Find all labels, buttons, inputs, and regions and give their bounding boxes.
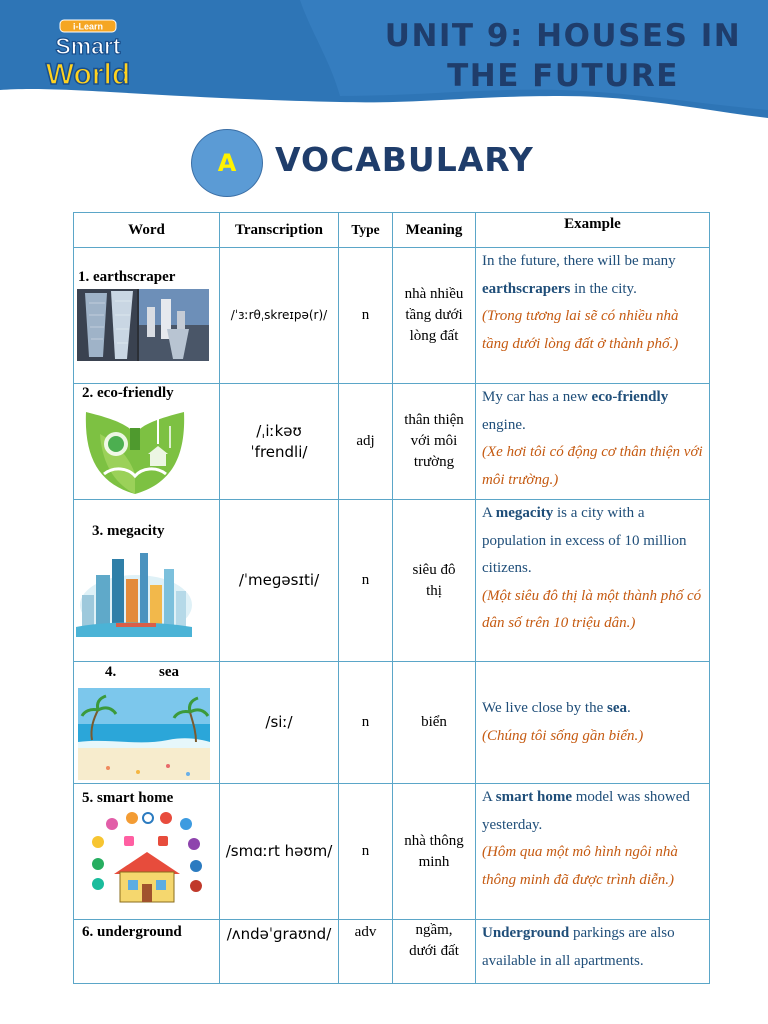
example-text: parkings are also available in all apartments. (482, 925, 675, 969)
example-keyword: eco-friendly (591, 389, 669, 405)
example-text: We live close by the (482, 700, 608, 716)
word-label: 5. smart home (82, 790, 174, 806)
logo-line-1: Smart (55, 33, 121, 59)
beach-image (78, 688, 210, 780)
example-keyword: earthscrapers (482, 280, 571, 297)
example-text: In the future, there will be many (482, 253, 676, 269)
logo-line-2: World (45, 58, 131, 91)
type-cell: n (339, 248, 393, 384)
header-meaning: Meaning (393, 213, 476, 248)
smart-home-diagram (84, 812, 210, 912)
type-cell: adv (339, 920, 393, 984)
word-cell (74, 500, 220, 662)
table-row (74, 248, 710, 384)
meaning-cell (393, 500, 476, 662)
header-word: Word (74, 213, 220, 248)
transcription-cell: /ˈmeɡəsɪti/ (220, 500, 339, 662)
example-translation: (Một siêu đô thị là một thành phố có dân số trên 10 triệu dân.) (482, 587, 702, 631)
meaning-line: lòng đất (409, 328, 459, 344)
example-text: A (482, 789, 496, 805)
table-row (74, 920, 710, 984)
type-cell: adj (339, 384, 393, 500)
meaning-line: thị (426, 582, 442, 599)
type-cell: n (339, 784, 393, 920)
meaning-line: ngầm, (415, 922, 453, 938)
example-text: . (627, 700, 631, 716)
example-keyword: sea (607, 700, 628, 716)
page-header (0, 0, 768, 120)
transcription-cell: /ʌndəˈɡraʊnd/ (220, 920, 339, 984)
example-translation: (Trong tương lai sẽ có nhiều nhà tầng dưới lòng đất ở thành phố.) (482, 308, 679, 352)
meaning-line: thân thiện (404, 412, 464, 428)
transcription-line: /ˌiːkəʊ (256, 421, 302, 440)
unit-title (368, 16, 758, 96)
word-cell (74, 662, 220, 784)
table-row (74, 784, 710, 920)
transcription-cell: /siː/ (220, 662, 339, 784)
example-keyword: Underground (482, 925, 570, 941)
example-cell (476, 248, 710, 384)
table-header-row (74, 213, 710, 248)
word-label: 2. eco-friendly (82, 385, 174, 401)
meaning-line: tầng dưới (405, 307, 463, 323)
transcription-line: ˈfrendli/ (250, 442, 308, 461)
table-row (74, 500, 710, 662)
example-cell (476, 920, 710, 984)
word-cell (74, 920, 220, 984)
example-keyword: smart home (495, 789, 572, 805)
word-cell (74, 248, 220, 384)
vocabulary-table (73, 212, 710, 984)
table-row (74, 384, 710, 500)
example-text: is a city with a population in excess of 10 million citizens. (482, 505, 687, 576)
meaning-cell: biển (393, 662, 476, 784)
meaning-cell (393, 384, 476, 500)
word-label: 3. megacity (92, 523, 165, 539)
example-cell (476, 784, 710, 920)
example-cell (476, 662, 710, 784)
example-text: My car has a new (482, 389, 592, 405)
transcription-cell (220, 384, 339, 500)
transcription-cell: /ˈɜːrθˌskreɪpə(r)/ (220, 248, 339, 384)
example-text: in the city. (570, 280, 637, 297)
example-cell (476, 384, 710, 500)
word-number: 4. (105, 664, 117, 680)
word-cell (74, 784, 220, 920)
meaning-line: nhà nhiều (404, 286, 464, 302)
word-label: sea (159, 664, 179, 680)
example-text: A (482, 505, 496, 521)
transcription-cell: /smɑːrt həʊm/ (220, 784, 339, 920)
section-badge: A (191, 129, 263, 197)
logo-top-text: i-Learn (72, 21, 104, 32)
example-translation: (Chúng tôi sống gần biển.) (482, 727, 644, 744)
word-cell (74, 384, 220, 500)
header-example: Example (476, 213, 710, 248)
type-cell: n (339, 662, 393, 784)
type-cell: n (339, 500, 393, 662)
eco-leaf-hands-icon (80, 404, 190, 498)
meaning-line: minh (418, 853, 450, 870)
table-row (74, 662, 710, 784)
unit-title-line-1: UNIT 9: HOUSES IN (384, 18, 742, 54)
meaning-line: nhà thông (404, 832, 464, 849)
header-transcription: Transcription (220, 213, 339, 248)
example-text: engine. (482, 416, 526, 433)
meaning-line: với môi (410, 433, 458, 449)
earthscraper-photo (77, 289, 209, 361)
meaning-cell (393, 784, 476, 920)
example-translation: (Xe hơi tôi có động cơ thân thiện với môi trường.) (482, 444, 703, 488)
meaning-cell (393, 248, 476, 384)
example-cell (476, 500, 710, 662)
meaning-cell (393, 920, 476, 984)
example-text: model was showed yesterday. (482, 789, 690, 833)
example-keyword: megacity (495, 505, 554, 521)
meaning-line: siêu đô (412, 561, 456, 578)
meaning-line: dưới đất (409, 943, 459, 959)
example-translation: (Hôm qua một mô hình ngôi nhà thông minh đã được trình diễn.) (482, 844, 678, 888)
unit-title-line-2: THE FUTURE (447, 58, 679, 94)
word-label: 6. underground (82, 924, 182, 940)
header-type: Type (339, 213, 393, 248)
section-title: VOCABULARY (275, 140, 534, 179)
smart-world-logo (34, 18, 142, 96)
meaning-line: trường (413, 454, 455, 470)
megacity-skyline-image (76, 545, 192, 637)
word-label: 1. earthscraper (78, 269, 176, 285)
